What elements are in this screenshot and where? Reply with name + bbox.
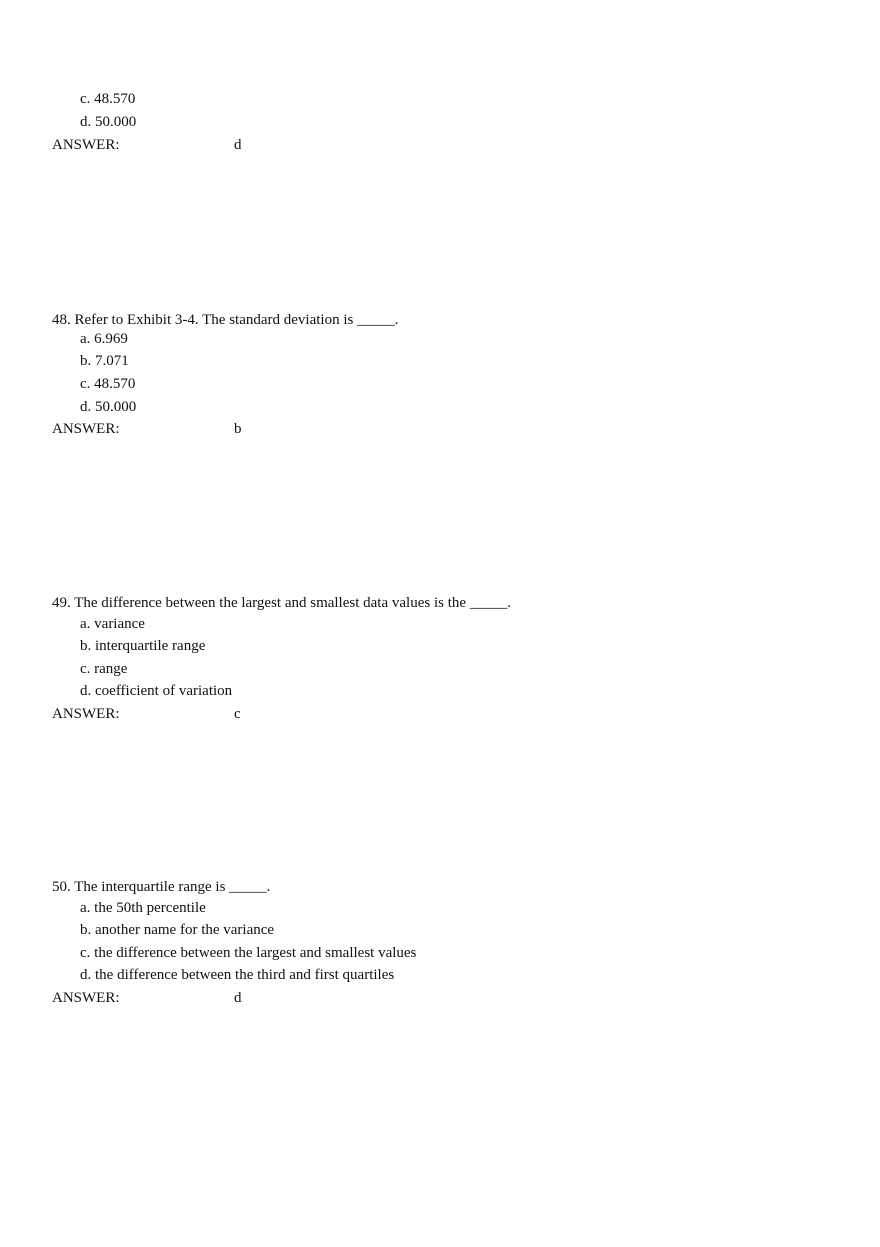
answer-value: d xyxy=(234,990,242,1006)
option-d: d. coefficient of variation xyxy=(80,683,233,699)
answer-value: b xyxy=(234,421,242,437)
option-c: c. 48.570 xyxy=(80,376,136,392)
answer-label: ANSWER: xyxy=(52,421,120,437)
option-c: c. range xyxy=(80,661,128,677)
option-b: b. 7.071 xyxy=(80,353,129,369)
option-d: d. 50.000 xyxy=(80,114,137,130)
answer-label: ANSWER: xyxy=(52,137,120,153)
option-b: b. another name for the variance xyxy=(80,922,275,938)
option-b: b. interquartile range xyxy=(80,638,206,654)
answer-value: d xyxy=(234,137,242,153)
option-d: d. 50.000 xyxy=(80,399,137,415)
option-a: a. 6.969 xyxy=(80,331,128,347)
option-a: a. variance xyxy=(80,616,145,632)
answer-label: ANSWER: xyxy=(52,990,120,1006)
question-stem: 48. Refer to Exhibit 3-4. The standard deviation is _____. xyxy=(52,312,399,328)
answer-label: ANSWER: xyxy=(52,706,120,722)
option-c: c. 48.570 xyxy=(80,91,136,107)
question-stem: 50. The interquartile range is _____. xyxy=(52,879,271,895)
option-d: d. the difference between the third and first quartiles xyxy=(80,967,395,983)
option-a: a. the 50th percentile xyxy=(80,900,206,916)
answer-value: c xyxy=(234,706,241,722)
option-c: c. the difference between the largest and smallest values xyxy=(80,945,417,961)
question-stem: 49. The difference between the largest and smallest data values is the _____. xyxy=(52,595,512,611)
